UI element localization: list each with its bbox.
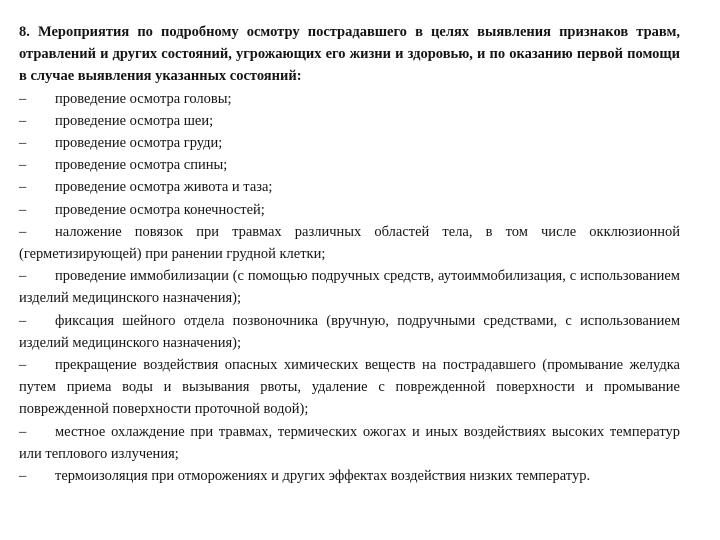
- bullet-dash: –: [19, 90, 27, 107]
- bullet-dash: –: [19, 135, 27, 152]
- list-item-text: прекращение воздействия опасных химических веществ на пострадавшего (промывание желудка путем приема воды и вызывания рвоты, удаление с поврежденной поверхности и промывание поврежденной поверхности проточной водой);: [19, 357, 680, 418]
- list-item: [19, 310, 680, 354]
- list-item: [19, 465, 680, 487]
- bullet-dash: –: [19, 268, 27, 285]
- bullet-dash: –: [19, 423, 27, 440]
- bullet-dash: –: [19, 112, 27, 129]
- bullet-dash: –: [19, 157, 27, 174]
- list-item-text: проведение осмотра шеи;: [55, 112, 214, 129]
- list-item-text: местное охлаждение при травмах, термических ожогах и иных воздействиях высоких температур или теплового излучения;: [19, 423, 680, 462]
- bullet-dash: –: [19, 223, 27, 240]
- list-item-text: проведение иммобилизации (с помощью подручных средств, аутоиммобилизация, с использованием изделий медицинского назначения);: [19, 268, 680, 307]
- measures-list: [19, 88, 680, 488]
- list-item: [19, 154, 680, 176]
- bullet-dash: –: [19, 201, 27, 218]
- list-item: [19, 221, 680, 265]
- list-item: [19, 110, 680, 132]
- list-item: [19, 354, 680, 421]
- list-item-text: фиксация шейного отдела позвоночника (вручную, подручными средствами, с использованием изделий медицинского назначения);: [19, 312, 680, 351]
- list-item-text: проведение осмотра головы;: [55, 90, 232, 107]
- list-item: [19, 132, 680, 154]
- list-item: [19, 176, 680, 198]
- list-item: [19, 88, 680, 110]
- list-item-text: проведение осмотра груди;: [55, 135, 223, 152]
- bullet-dash: –: [19, 357, 27, 374]
- list-item: [19, 199, 680, 221]
- list-item-text: термоизоляция при отморожениях и других эффектах воздействия низких температур.: [55, 468, 591, 485]
- bullet-dash: –: [19, 179, 27, 196]
- list-item-text: проведение осмотра спины;: [55, 157, 228, 174]
- list-item-text: наложение повязок при травмах различных областей тела, в том числе окклюзионной (герметизирующей) при ранении грудной клетки;: [19, 223, 680, 263]
- list-item: [19, 265, 680, 309]
- list-item-text: проведение осмотра живота и таза;: [55, 179, 273, 196]
- bullet-dash: –: [19, 312, 27, 329]
- bullet-dash: –: [19, 468, 27, 485]
- section-heading: 8. Мероприятия по подробному осмотру пострадавшего в целях выявления признаков травм, отравлений и других состояний, угрожающих его жизни и здоровью, и по оказанию первой помощи в случае выявления указанных состояний:: [19, 24, 680, 85]
- list-item-text: проведение осмотра конечностей;: [55, 201, 265, 218]
- list-item: [19, 421, 680, 465]
